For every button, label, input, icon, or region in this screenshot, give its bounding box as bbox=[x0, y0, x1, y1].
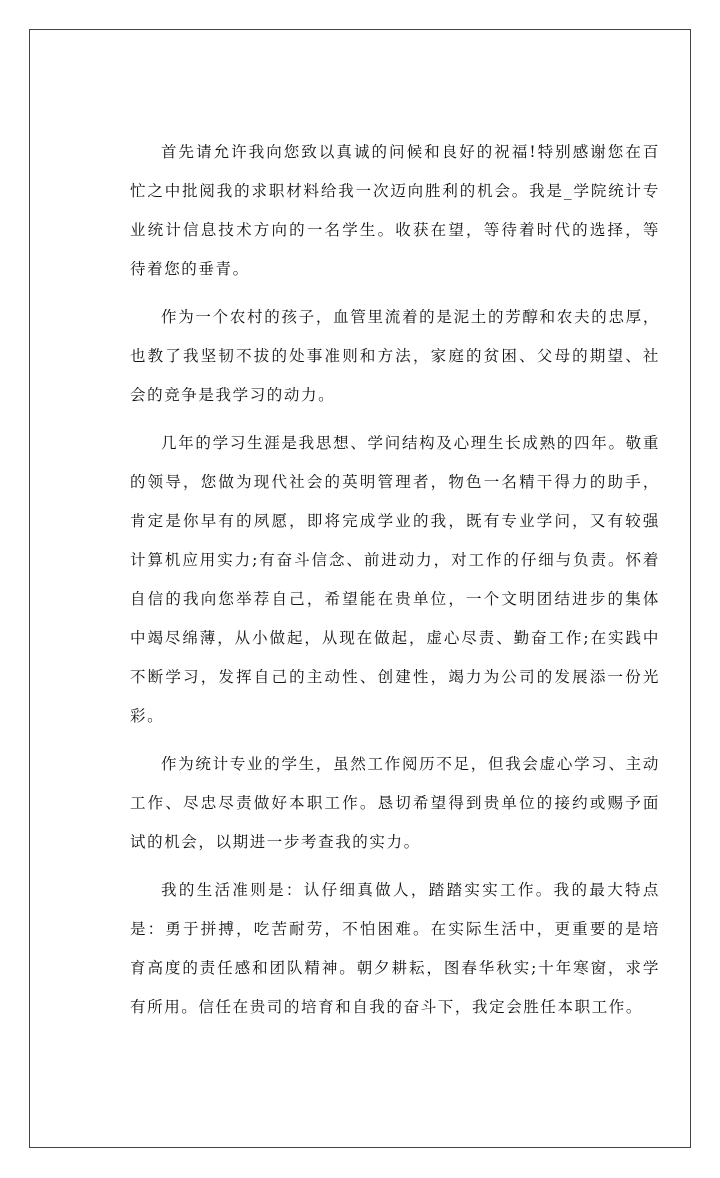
paragraph-background: 作为一个农村的孩子，血管里流着的是泥土的芳醇和农夫的忠厚，也教了我坚韧不拔的处事准则和方法，家庭的贫困、父母的期望、社会的竞争是我学习的动力。 bbox=[130, 308, 660, 404]
paragraph-request: 作为统计专业的学生，虽然工作阅历不足，但我会虚心学习、主动工作、尽忠尽责做好本职工作。恳切希望得到贵单位的接约或赐予面试的机会，以期进一步考查我的实力。 bbox=[130, 755, 660, 851]
paragraph-study: 几年的学习生涯是我思想、学问结构及心理生长成熟的四年。敬重的领导，您做为现代社会的英明管理者，物色一名精干得力的助手，肯定是你早有的夙愿，即将完成学业的我，既有专业学问，又有较强计算机应用实力;有奋斗信念、前进动力，对工作的仔细与负责。怀着自信的我向您举荐自己，希望能在贵单位，一个文明团结进步的集体中竭尽绵薄，从小做起，从现在做起，虚心尽责、勤奋工作;在实践中不断学习，发挥自己的主动性、创建性，竭力为公司的发展添一份光彩。 bbox=[130, 434, 660, 725]
page-frame bbox=[29, 29, 691, 1148]
paragraph-principles: 我的生活准则是：认仔细真做人，踏踏实实工作。我的最大特点是：勇于拼搏，吃苦耐劳，不怕困难。在实际生活中，更重要的是培育高度的责任感和团队精神。朝夕耕耘，图春华秋实;十年寒窗，求学有所用。信任在贵司的培育和自我的奋斗下，我定会胜任本职工作。 bbox=[130, 881, 660, 1016]
letter-body bbox=[130, 133, 660, 1036]
paragraph-greeting: 首先请允许我向您致以真诚的问候和良好的祝福!特别感谢您在百忙之中批阅我的求职材料给我一次迈向胜利的机会。我是_学院统计专业统计信息技术方向的一名学生。收获在望，等待着时代的选择，等待着您的垂青。 bbox=[130, 143, 660, 278]
